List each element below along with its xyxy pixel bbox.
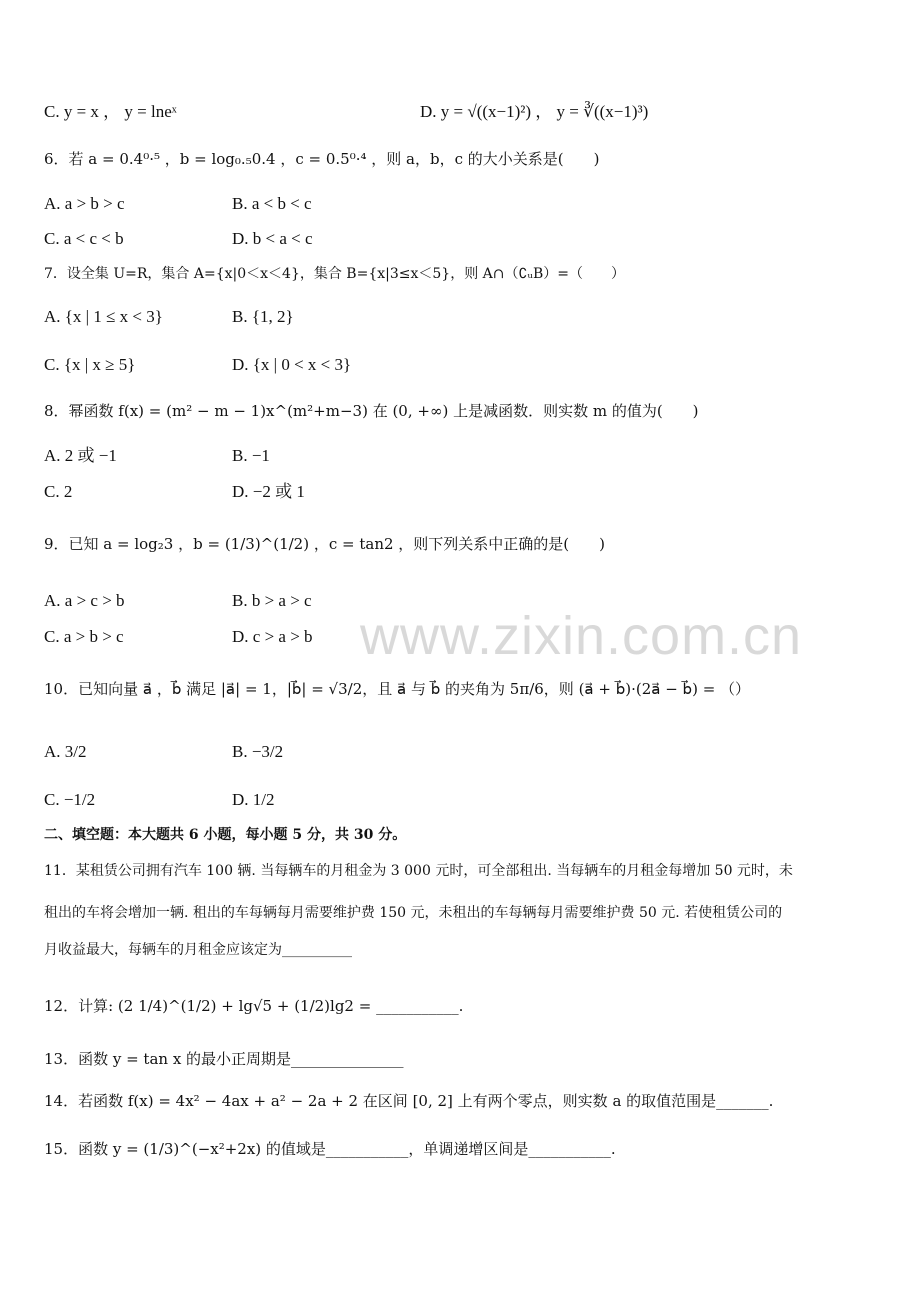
q7-option-a: A. {x | 1 ≤ x < 3} (44, 307, 163, 326)
q8-option-b: B. −1 (232, 446, 270, 465)
question-11-line-1: 11．某租赁公司拥有汽车 100 辆. 当每辆车的月租金为 3 000 元时，可全部租出. 当每辆车的月租金每增加 50 元时，未 (44, 863, 793, 879)
question-13: 13．函数 y = tan x 的最小正周期是_______________ (44, 1050, 404, 1068)
q10-option-d: D. 1/2 (232, 790, 275, 809)
q9-option-c: C. a > b > c (44, 627, 124, 646)
q5-option-d: D. y = √((x−1)²) ， y = ∛((x−1)³) (420, 102, 649, 121)
q6-option-d: D. b < a < c (232, 229, 313, 248)
q8-option-d: D. −2 或 1 (232, 482, 305, 501)
q6-option-a: A. a > b > c (44, 194, 125, 213)
question-12: 12．计算: (2 1/4)^(1/2) + lg√5 + (1/2)lg2 = ___________. (44, 997, 464, 1015)
question-10: 10．已知向量 a⃗ ，b⃗ 满足 |a⃗| = 1，|b⃗| = √3/2，且 a⃗ 与 b⃗ 的夹角为 5π/6，则 (a⃗ + b⃗)·(2a⃗ − b⃗) = （） (44, 680, 751, 698)
q7-option-b: B. {1, 2} (232, 307, 294, 326)
question-11-line-3: 月收益最大，每辆车的月租金应该定为__________ (44, 942, 352, 958)
question-6: 6．若 a = 0.4⁰·⁵ ，b = log₀.₅0.4 ，c = 0.5⁰·⁴ ，则 a，b，c 的大小关系是( ) (44, 150, 600, 168)
q9-option-d: D. c > a > b (232, 627, 313, 646)
q10-option-c: C. −1/2 (44, 790, 96, 809)
q10-option-a: A. 3/2 (44, 742, 87, 761)
q8-option-c: C. 2 (44, 482, 73, 501)
question-8: 8．幂函数 f(x) = (m² − m − 1)x^(m²+m−3) 在 (0, +∞) 上是减函数．则实数 m 的值为( ) (44, 402, 699, 420)
q7-option-d: D. {x | 0 < x < 3} (232, 355, 352, 374)
question-11-line-2: 租出的车将会增加一辆. 租出的车每辆每月需要维护费 150 元，未租出的车每辆每月需要维护费 50 元. 若使租赁公司的 (44, 905, 783, 921)
q9-option-b: B. b > a > c (232, 591, 312, 610)
q5-option-c: C. y = x ， y = lneˣ (44, 102, 177, 121)
question-15: 15．函数 y = (1/3)^(−x²+2x) 的值域是___________，单调递增区间是___________. (44, 1140, 616, 1158)
q9-option-a: A. a > c > b (44, 591, 125, 610)
q7-option-c: C. {x | x ≥ 5} (44, 355, 136, 374)
section-2-heading: 二、填空题：本大题共 6 小题，每小题 5 分，共 30 分。 (44, 827, 407, 843)
q6-option-c: C. a < c < b (44, 229, 124, 248)
q8-option-a: A. 2 或 −1 (44, 446, 117, 465)
q6-option-b: B. a < b < c (232, 194, 312, 213)
question-9: 9．已知 a = log₂3 ，b = (1/3)^(1/2) ，c = tan2 ，则下列关系中正确的是( ) (44, 535, 606, 553)
q10-option-b: B. −3/2 (232, 742, 284, 761)
question-7: 7．设全集 U=R，集合 A={x|0＜x＜4}，集合 B={x|3≤x＜5}，则 A∩（∁ᵤB）=（ ） (44, 266, 625, 282)
watermark: www.zixin.com.cn (360, 606, 803, 666)
question-14: 14．若函数 f(x) = 4x² − 4ax + a² − 2a + 2 在区间 [0, 2] 上有两个零点，则实数 a 的取值范围是_______. (44, 1092, 774, 1110)
